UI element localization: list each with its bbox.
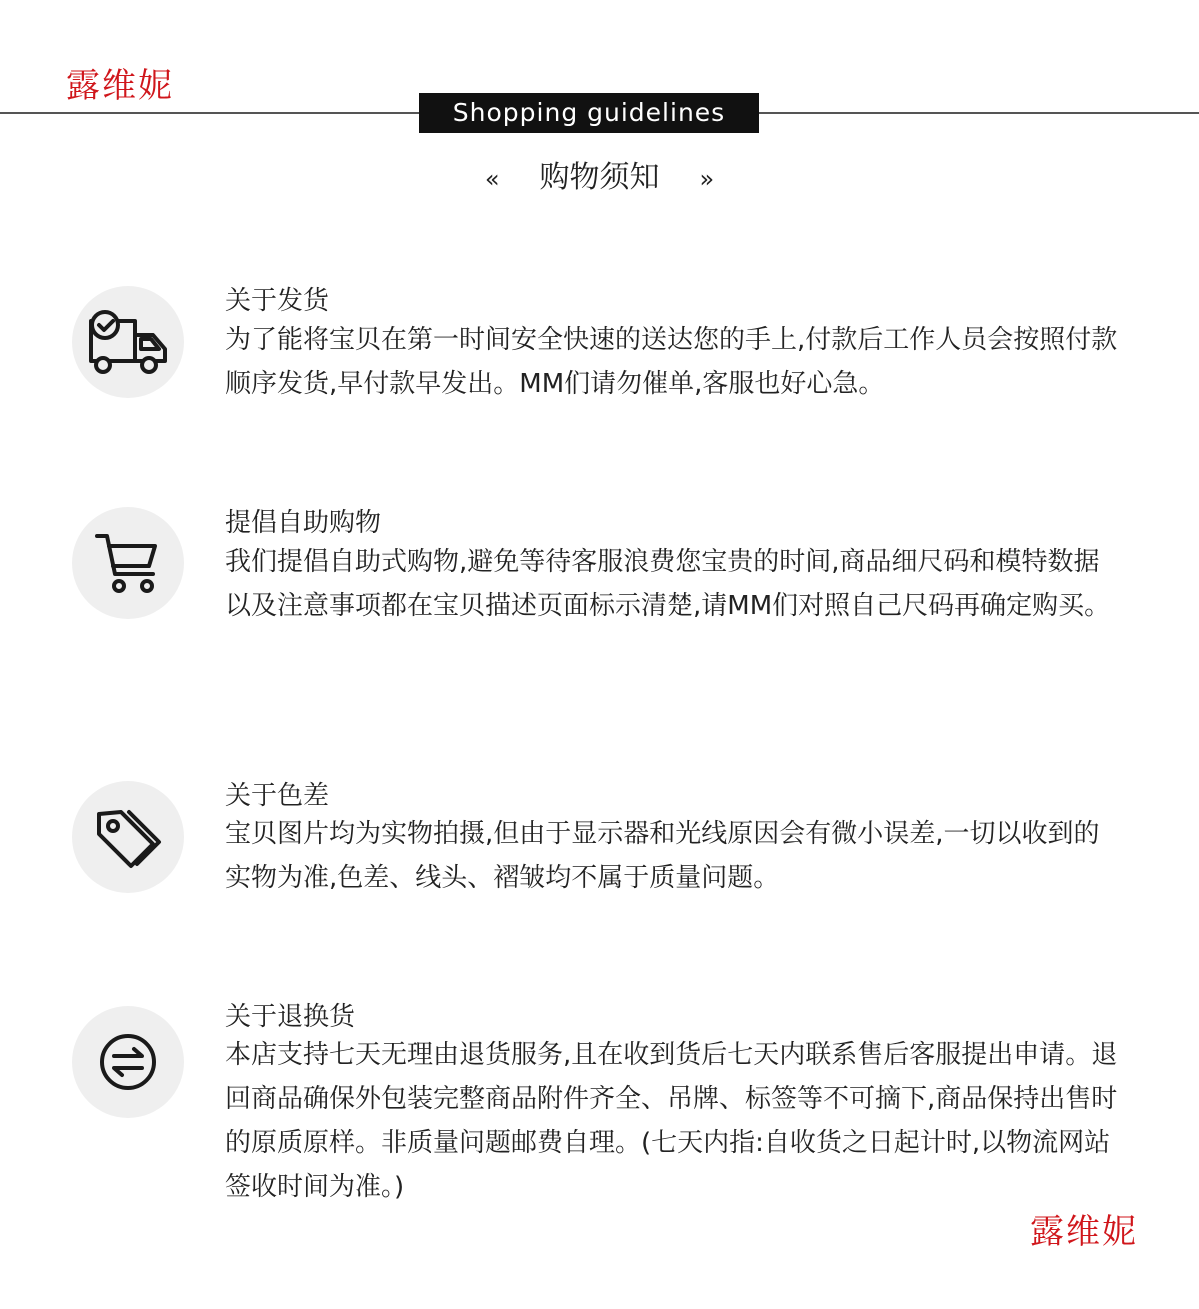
section-body: 为了能将宝贝在第一时间安全快速的送达您的手上,付款后工作人员会按照付款顺序发货,早付款早发出。MM们请勿催单,客服也好心急。 (225, 325, 1118, 399)
section-body: 宝贝图片均为实物拍摄,但由于显示器和光线原因会有微小误差,一切以收到的实物为准,色差、线头、褶皱均不属于质量问题。 (225, 819, 1100, 893)
subtitle-text: 购物须知 (539, 160, 660, 195)
section-title: 提倡自助购物 (225, 508, 382, 538)
tag-icon (72, 781, 184, 893)
exchange-icon (72, 1006, 184, 1118)
cart-icon (72, 507, 184, 619)
quote-right-icon: » (699, 165, 715, 193)
brand-logo-bottom: 露维妮 (1030, 1212, 1138, 1252)
truck-check-icon (72, 286, 184, 398)
section-title: 关于发货 (225, 286, 330, 316)
brand-logo-top: 露维妮 (66, 66, 174, 106)
quote-left-icon: « (484, 165, 500, 193)
page-subtitle (0, 152, 1199, 196)
section-body: 我们提倡自助式购物,避免等待客服浪费您宝贵的时间,商品细尺码和模特数据以及注意事项都在宝贝描述页面标示清楚,请MM们对照自己尺码再确定购买。 (225, 547, 1111, 621)
section-title: 关于色差 (225, 781, 330, 811)
guidelines-banner: Shopping guidelines (419, 93, 759, 133)
section-body: 本店支持七天无理由退货服务,且在收到货后七天内联系售后客服提出申请。退回商品确保外包装完整商品附件齐全、吊牌、标签等不可摘下,商品保持出售时的原质原样。非质量问题邮费自理。(七天内指:自收货之日起计时,以物流网站签收时间为准。) (225, 1040, 1118, 1202)
section-title: 关于退换货 (225, 1002, 356, 1032)
